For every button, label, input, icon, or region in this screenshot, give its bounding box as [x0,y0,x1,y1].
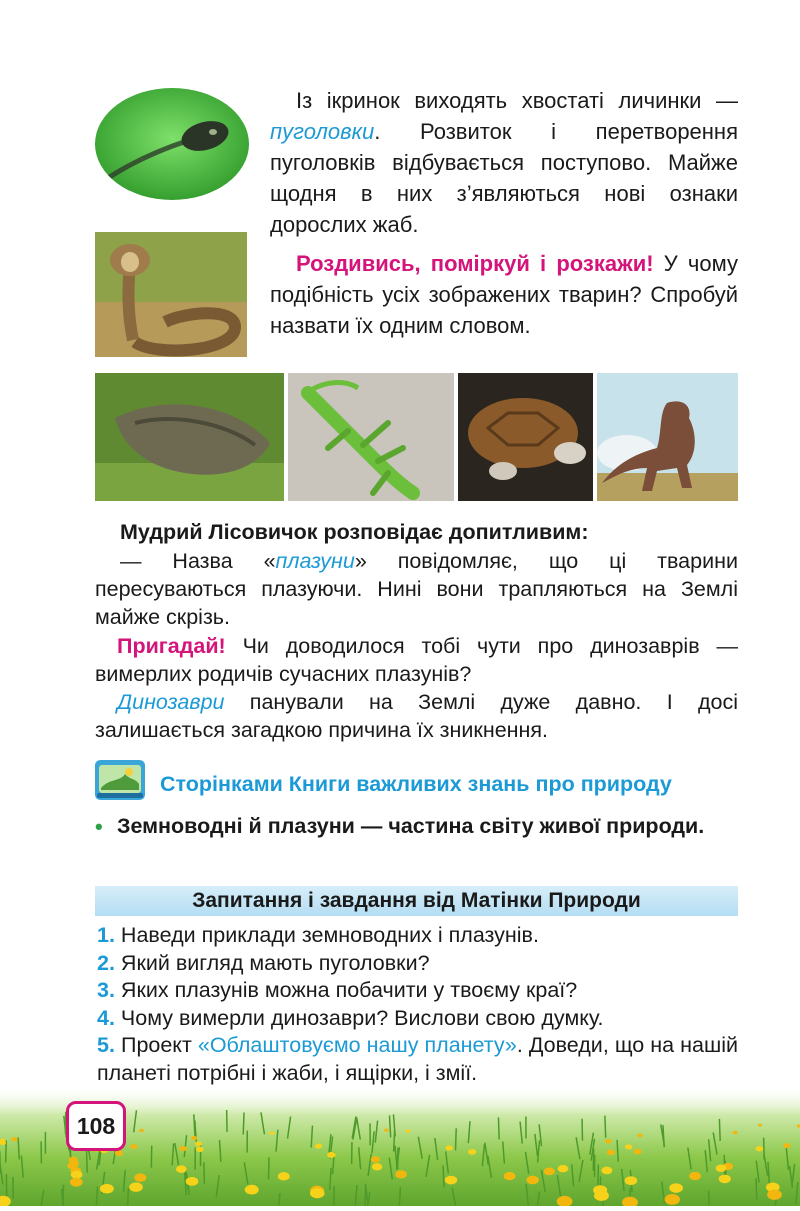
project-title: «Облаштовуємо нашу планету» [198,1033,517,1057]
remember-text: Чи доводилося тобі чути про динозаврів — вимерлих родичів сучасних плазунів? [95,634,738,686]
question-item: 2. Який вигляд мають пуголовки? [97,950,738,978]
lisovychok-heading: Мудрий Лісовичок розповідає допитливим: [120,518,589,546]
question-item: 5. Проект «Облаштовуємо нашу планету». Доведи, що на нашій планеті потрібні і жаби, і ящірки, і змії. [97,1032,738,1087]
bullet: • [95,812,117,841]
turtle-photo [458,373,593,501]
dinosaur-illustration [597,373,738,501]
cobra-photo [95,232,247,357]
term-reptiles: плазуни [276,549,355,573]
question-item: 4. Чому вимерли динозаври? Вислови свою думку. [97,1005,738,1033]
remember-paragraph [95,632,738,688]
question-item: 3. Яких плазунів можна побачити у твоєму краї? [97,977,738,1005]
lizard-photo [288,373,454,501]
dinosaurs-text: панували на Землі дуже давно. І досі залишається загадкою причина їх зникнення. [95,690,738,742]
look-paragraph [270,248,738,341]
remember-prompt: Пригадай! [117,634,226,658]
book-fact [95,812,738,841]
questions-title: Запитання і завдання від Матінки Природи [95,886,738,916]
term-dinosaurs: Динозаври [117,690,225,714]
lisovychok-text-2: » повідомляє, що ці тварини пересуваються плазуючи. Нині вони трапляються на Землі майже скрізь. [95,549,738,629]
crocodile-photo [95,373,284,501]
intro-paragraph [270,85,738,240]
page-number: 108 [66,1101,126,1151]
fact-text: Земноводні й плазуни — частина світу живої природи. [117,812,738,841]
intro-text-2: . Розвиток і перетворення пуголовків відбувається поступово. Майже щодня в них з’являються нові ознаки дорослих жаб. [270,119,738,237]
dinosaurs-paragraph [95,688,738,744]
question-item: 1. Наведи приклади земноводних і плазунів. [97,922,738,950]
lisovychok-text-1: — Назва « [120,549,276,573]
look-text: У чому подібність усіх зображених тварин? Спробуй назвати їх одним словом. [270,251,738,338]
book-heading: Сторінками Книги важливих знань про природу [160,770,672,798]
book-icon [95,760,145,800]
intro-text-1: Із ікринок виходять хвостаті личинки — [296,88,738,113]
look-prompt: Роздивись, поміркуй і розкажи! [296,251,654,276]
questions-list [97,922,738,1087]
questions-title-bar [95,886,738,916]
tadpole-photo [95,88,249,200]
term-tadpoles: пуголовки [270,119,374,144]
lisovychok-paragraph [95,547,738,631]
